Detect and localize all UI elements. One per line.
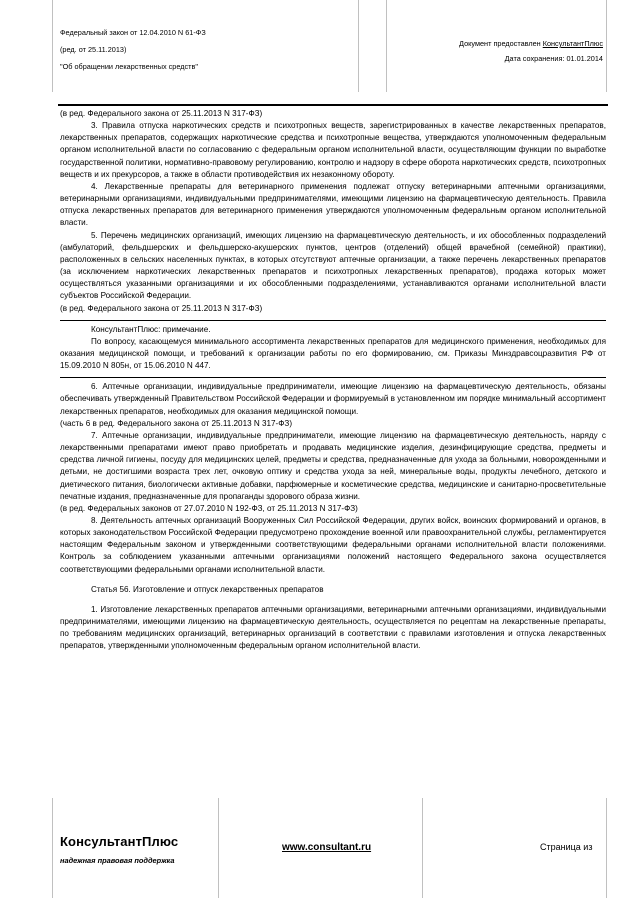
article-56-title: Статья 56. Изготовление и отпуск лекарственных препаратов [91, 584, 324, 594]
note-text: По вопросу, касающемуся минимального ассортимента лекарственных препаратов для медицинского применения, необходимых для оказания медицинской помощи, и требований к организации работы по его формированию, см. Приказы Минздравсоцразвития РФ от 15.09.2010 N 805н, от 15.06.2010 N 447. [60, 336, 606, 371]
header-border-right [606, 0, 607, 92]
note-rule-top [60, 320, 606, 321]
brand-tagline: надежная правовая поддержка [60, 856, 175, 865]
article-56-paragraph-1: 1. Изготовление лекарственных препаратов аптечными организациями, ветеринарными аптечными организациями, индивидуальными предпринимателями, имеющими лицензию на фармацевтическую деятельность, осуществляется по рецептам на лекарственные препараты, по требованиям медицинских организаций, ветеринарных организаций в соответствии с правилами изготовления и отпуска лекарственных препаратов, утвержденными уполномоченным федеральным органом исполнительной власти. [60, 604, 606, 651]
paragraph-3: 3. Правила отпуска наркотических средств и психотропных веществ, зарегистрированных в качестве лекарственных препаратов, лекарственных препаратов, содержащих наркотические средства и психотропные вещества, утверждаются уполномоченным федеральным органом исполнительной власти по согласованию с федеральным органом исполнительной власти, осуществляющим функции по выработке государственной политики, нормативно-правовому регулированию, контролю и надзору в сфере оборота наркотических средств, психотропных веществ и их прекурсоров, а также в области противодействия их незаконному обороту. [60, 121, 606, 179]
header-divider-2 [386, 0, 387, 92]
law-name: "Об обращении лекарственных средств" [60, 62, 198, 71]
provided-by [459, 36, 603, 51]
edition-note: (в ред. Федеральных законов от 27.07.2010 N 192-ФЗ, от 25.11.2013 N 317-ФЗ) [60, 503, 358, 513]
header-divider-1 [358, 0, 359, 92]
header-rule [58, 104, 608, 106]
edition-note: (часть 6 в ред. Федерального закона от 25.11.2013 N 317-ФЗ) [60, 418, 293, 428]
document-header [52, 0, 607, 92]
law-edition: (ред. от 25.11.2013) [60, 45, 127, 54]
footer-border-left [52, 798, 53, 898]
edition-note: (в ред. Федерального закона от 25.11.2013 N 317-ФЗ) [60, 109, 263, 118]
law-title: Федеральный закон от 12.04.2010 N 61-ФЗ [60, 28, 206, 37]
note-title: КонсультантПлюс: примечание. [91, 324, 211, 334]
save-date: Дата сохранения: 01.01.2014 [504, 54, 603, 63]
paragraph-5: 5. Перечень медицинских организаций, имеющих лицензию на фармацевтическую деятельность, и их обособленных подразделений (амбулаторий, фельдшерских и фельдшерско-акушерских пунктов, центров (отделений) общей врачебной (семейной) практики), расположенных в сельских населенных пунктах, в которых отсутствуют аптечные организации, а также перечень лекарственных препаратов (за исключением наркотических лекарственных препаратов и психотропных лекарственных препаратов), продажа которых может осуществляться указанными организациями и их обособленными подразделениями, устанавливаются органами исполнительной власти субъектов Российской Федерации. [60, 230, 606, 301]
edition-note: (в ред. Федерального закона от 25.11.2013 N 317-ФЗ) [60, 303, 263, 313]
page-counter: Страница из [540, 842, 593, 852]
law-info [60, 24, 350, 75]
paragraph-7: 7. Аптечные организации, индивидуальные предприниматели, имеющие лицензию на фармацевтическую деятельность, наряду с лекарственными препаратами имеют право приобретать и продавать медицинские изделия, дезинфицирующие средства, предметы и средства личной гигиены, посуду для медицинских целей, предметы и средства, предназначенные для ухода за больными, новорожденными и детьми, не достигшими возраста трех лет, очковую оптику и средства ухода за ней, минеральные воды, продукты лечебного, детского и диетического питания, биологически активные добавки, парфюмерные и косметические средства, медицинские и санитарно-просветительные печатные издания, предназначенные для пропаганды здорового образа жизни. [60, 430, 606, 501]
document-body [60, 108, 606, 653]
footer-border-right [606, 798, 607, 898]
footer-divider-1 [218, 798, 219, 898]
paragraph-8: 8. Деятельность аптечных организаций Вооруженных Сил Российской Федерации, других войск, воинских формирований и органов, в которых законодательством Российской Федерации предусмотрено прохождение военной или правоохранительной службы, регламентируется настоящим Федеральным законом и утвержденными соответствующими федеральными органами исполнительной власти положениями. Контроль за соблюдением указанными аптечными организациями положений настоящего Федерального закона осуществляется соответствующими федеральными органами исполнительной власти. [60, 516, 606, 574]
header-border-left [52, 0, 53, 92]
footer-divider-2 [422, 798, 423, 898]
paragraph-4: 4. Лекарственные препараты для ветеринарного применения подлежат отпуску ветеринарными аптечными организациями, ветеринарными организациями, индивидуальными предпринимателями, имеющими лицензию на фармацевтическую деятельность. Правила отпуска лекарственных препаратов для ветеринарного применения утверждаются уполномоченным федеральным органом исполнительной власти. [60, 181, 606, 228]
paragraph-6: 6. Аптечные организации, индивидуальные предприниматели, имеющие лицензию на фармацевтическую деятельность, обязаны обеспечивать утвержденный Правительством Российской Федерации и формируемый в установленном им порядке минимальный ассортимент лекарственных препаратов, необходимых для оказания медицинской помощи. [60, 382, 606, 416]
note-rule-bottom [60, 377, 606, 378]
provided-by-prefix: Документ предоставлен [459, 39, 543, 48]
provider-info [459, 36, 603, 66]
document-footer [52, 798, 607, 898]
website-link[interactable]: www.consultant.ru [282, 842, 372, 853]
provider-link[interactable]: КонсультантПлюс [542, 39, 603, 48]
brand-logo-text: КонсультантПлюс [60, 834, 179, 849]
